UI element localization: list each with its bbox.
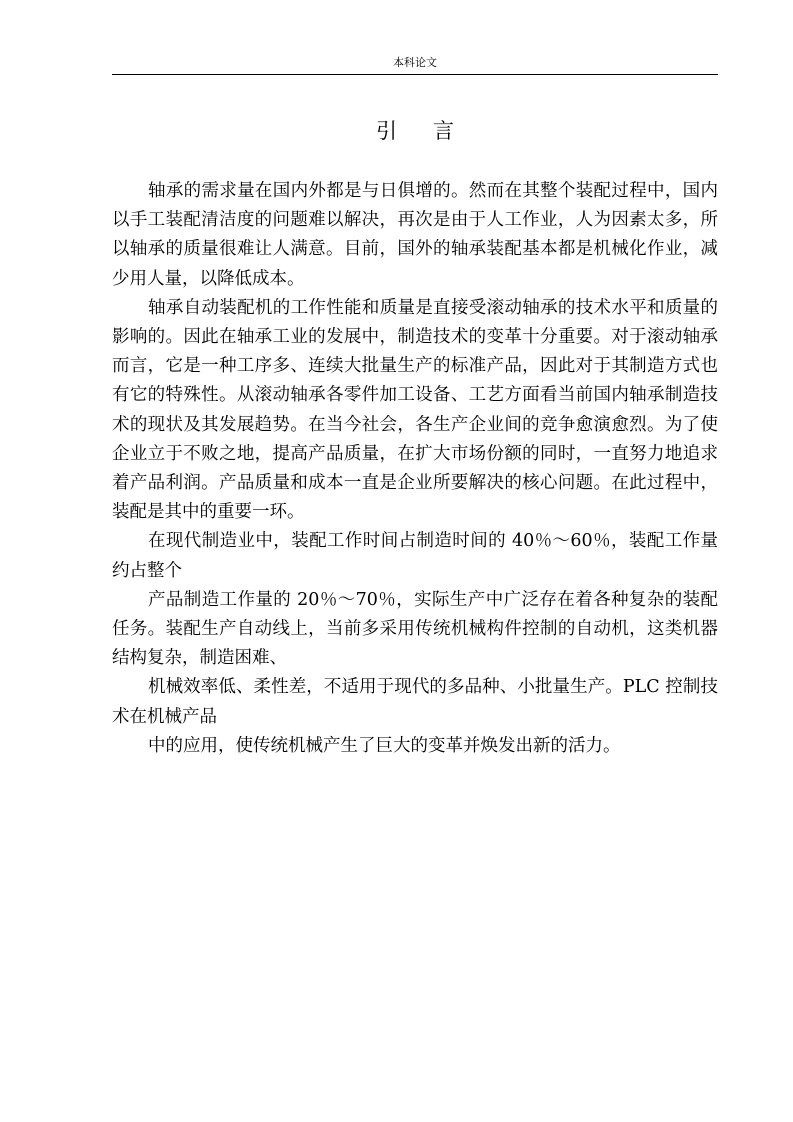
paragraph-5: 机械效率低、柔性差，不适用于现代的多品种、小批量生产。PLC 控制技术在机械产品 [112,677,718,727]
running-title: 本科论文 [393,56,437,69]
body-text [112,177,718,761]
paragraph-1: 轴承的需求量在国内外都是与日俱增的。然而在其整个装配过程中，国内以手工装配清洁度的问题难以解决，再次是由于人工作业，人为因素太多，所以轴承的质量很难让人满意。目前，国外的轴承装配基本都是机械化作业，减少用人量，以降低成本。 [112,181,718,289]
paragraph-4: 产品制造工作量的 20％～70％，实际生产中广泛存在着各种复杂的装配任务。装配生产自动线上，当前多采用传统机械构件控制的自动机，这类机器结构复杂，制造困难、 [112,589,718,669]
paragraph-6: 中的应用，使传统机械产生了巨大的变革并焕发出新的活力。 [148,735,621,756]
page-header [112,52,718,75]
paragraph-2: 轴承自动装配机的工作性能和质量是直接受滚动轴承的技术水平和质量的影响的。因此在轴承工业的发展中，制造技术的变革十分重要。对于滚动轴承而言，它是一种工序多、连续大批量生产的标准产品，因此对于其制造方式也有它的特殊性。从滚动轴承各零件加工设备、工艺方面看当前国内轴承制造技术的现状及其发展趋势。在当今社会，各生产企业间的竞争愈演愈烈。为了使企业立于不败之地，提高产品质量，在扩大市场份额的同时，一直努力地追求着产品利润。产品质量和成本一直是企业所要解决的核心问题。在此过程中，装配是其中的重要一环。 [112,297,718,523]
paragraph-3: 在现代制造业中，装配工作时间占制造时间的 40％～60％，装配工作量约占整个 [112,531,718,581]
chapter-title: 引言 [376,119,490,143]
